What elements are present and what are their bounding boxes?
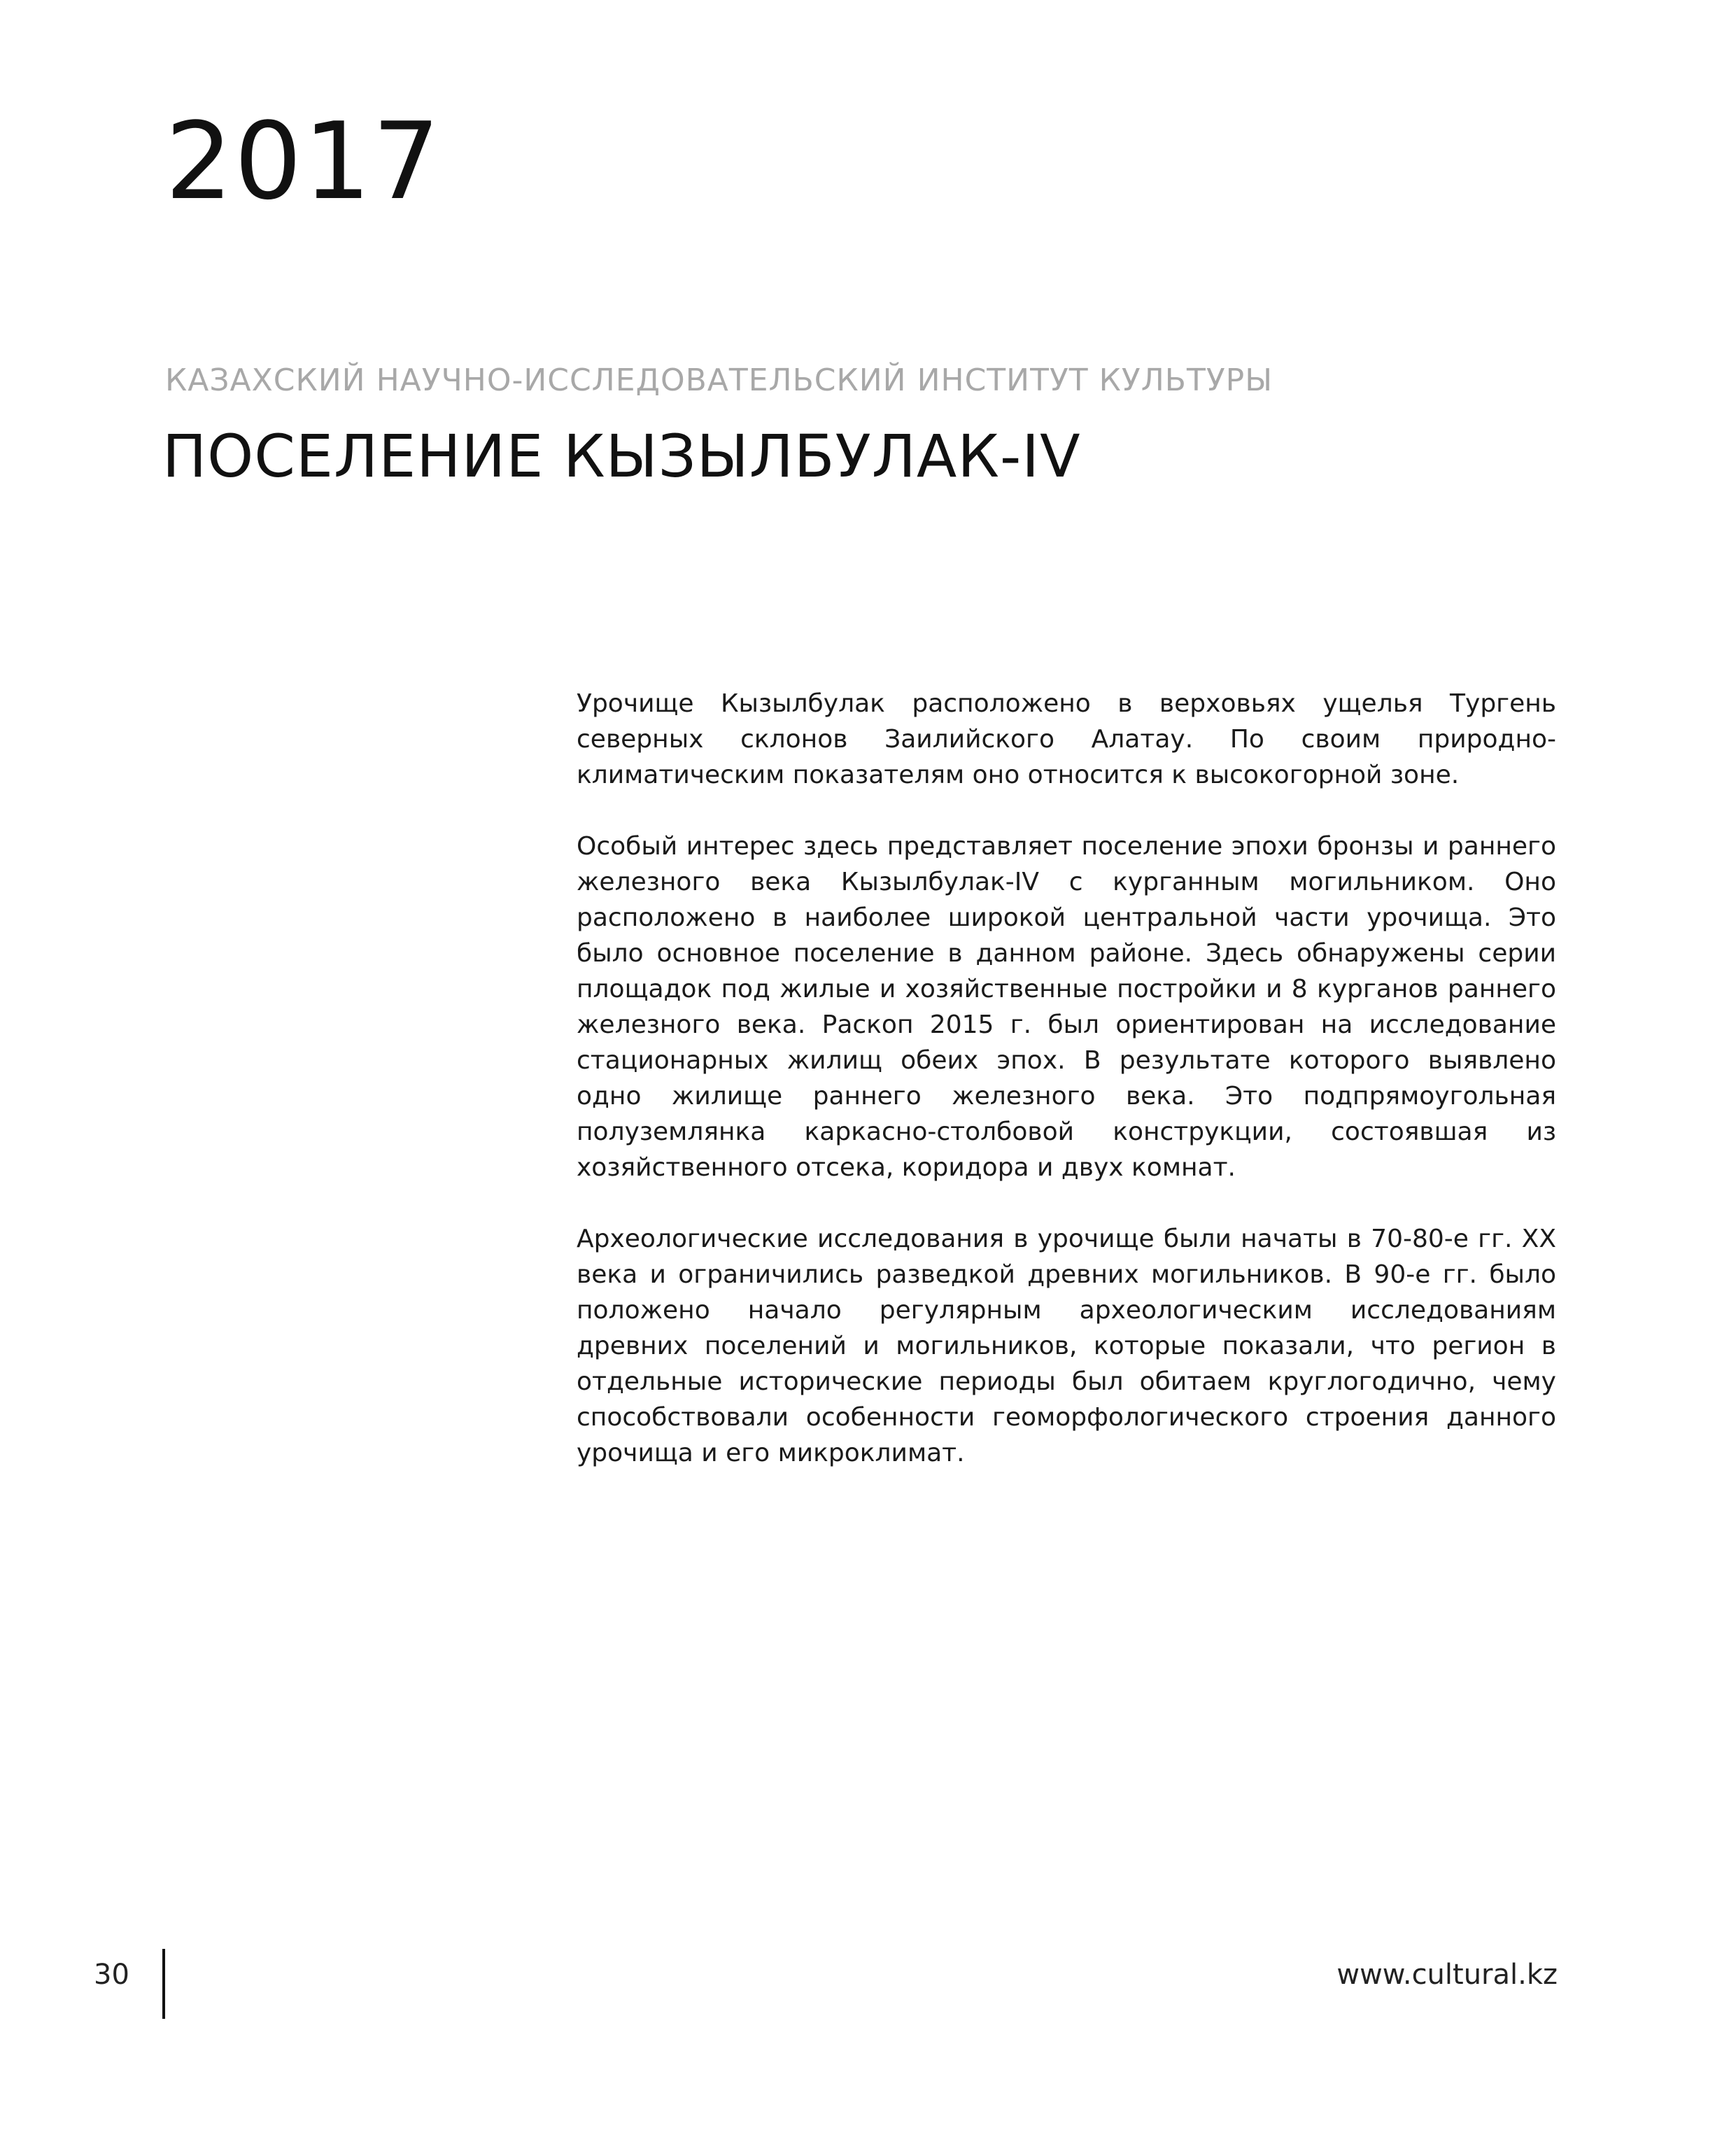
- footer-divider: [162, 1949, 165, 2019]
- year-heading: 2017: [165, 99, 442, 223]
- article-title: ПОСЕЛЕНИЕ КЫЗЫЛБУЛАК-IV: [162, 422, 1081, 491]
- article-body: [577, 686, 1556, 1507]
- site-url: www.cultural.kz: [1336, 1959, 1558, 1991]
- institute-name: КАЗАХСКИЙ НАУЧНО-ИССЛЕДОВАТЕЛЬСКИЙ ИНСТИТУТ КУЛЬТУРЫ: [165, 362, 1273, 398]
- page-number: 30: [94, 1959, 129, 1991]
- article-paragraph-2: Особый интерес здесь представляет поселение эпохи бронзы и раннего железного века Кызылбулак-IV с курганным могильником. Оно расположено в наиболее широкой центральной части урочища. Это было основное поселение в данном районе. Здесь обнаружены серии площадок под жилые и хозяйственные постройки и 8 курганов раннего железного века. Раскоп 2015 г. был ориентирован на исследование стационарных жилищ обеих эпох. В результате которого выявлено одно жилище раннего железного века. Это подпрямоугольная полуземлянка каркасно-столбовой конструкции, состоявшая из хозяйственного отсека, коридора и двух комнат.: [577, 832, 1556, 1182]
- article-paragraph-1: Урочище Кызылбулак расположено в верховьях ущелья Тургень северных склонов Заилийского Алатау. По своим природно-климатическим показателям оно относится к высокогорной зоне.: [577, 689, 1556, 789]
- article-paragraph-3: Археологические исследования в урочище были начаты в 70-80-е гг. XX века и ограничились разведкой древних могильников. В 90-е гг. было положено начало регулярным археологическим исследованиям древних поселений и могильников, которые показали, что регион в отдельные исторические периоды был обитаем круглогодично, чему способствовали особенности геоморфологического строения данного урочища и его микроклимат.: [577, 1225, 1556, 1467]
